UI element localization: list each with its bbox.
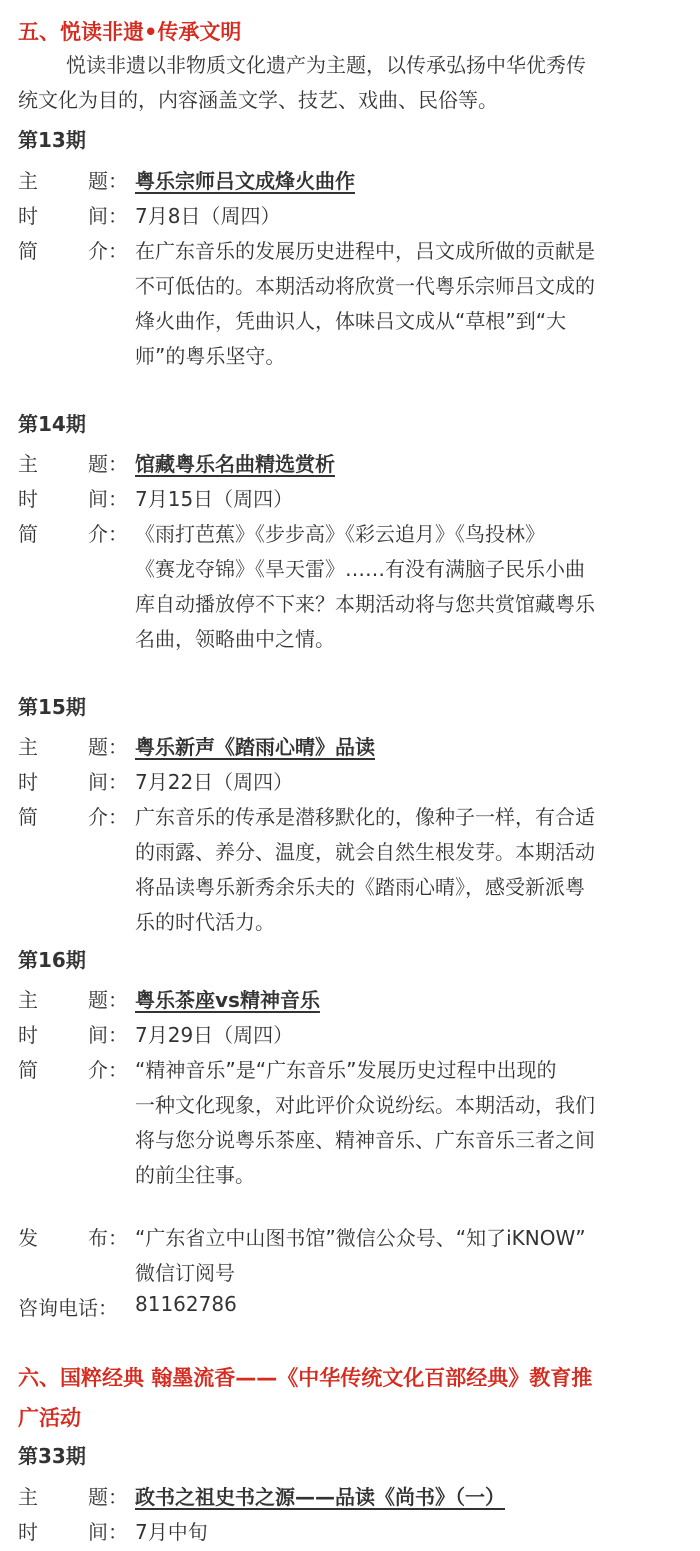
issue-14-topic: 馆藏粤乐名曲精选赏析 (135, 452, 335, 476)
issue-14-time: 7月15日（周四） (135, 487, 294, 511)
issue-15-intro-line3: 将品读粤乐新秀余乐夫的《踏雨心晴》，感受新派粤 (135, 875, 585, 899)
publish-label-a: 发 (18, 1226, 38, 1250)
issue-16-topic-label-a: 主 (18, 988, 38, 1012)
issue-15-topic: 粤乐新声《踏雨心晴》品读 (135, 735, 375, 759)
issue-15-heading: 第15期 (18, 695, 86, 719)
issue-33-time: 7月中旬 (135, 1520, 208, 1544)
issue-13-heading: 第13期 (18, 128, 86, 152)
issue-16-intro-line1: “精神音乐”是“广东音乐”发展历史过程中出现的 (135, 1058, 557, 1082)
issue-16-intro-line2: 一种文化现象，对此评价众说纷纭。本期活动，我们 (135, 1093, 595, 1117)
publish-label-b: 布： (88, 1226, 128, 1250)
issue-16-heading: 第16期 (18, 948, 86, 972)
issue-15-intro-label-b: 介： (88, 805, 128, 829)
issue-16-intro-line3: 将与您分说粤乐茶座、精神音乐、广东音乐三者之间 (135, 1128, 595, 1152)
issue-13-intro-line2: 不可低估的。本期活动将欣赏一代粤乐宗师吕文成的 (135, 274, 595, 298)
issue-15-intro-label-a: 简 (18, 805, 38, 829)
issue-16-topic: 粤乐茶座vs精神音乐 (135, 988, 320, 1012)
issue-33-topic-label-b: 题： (88, 1485, 128, 1509)
section6-title-line2: 广活动 (18, 1406, 81, 1430)
phone-number: 81162786 (135, 1292, 237, 1316)
issue-15-intro-line4: 乐的时代活力。 (135, 910, 275, 934)
issue-14-time-label-b: 间： (88, 487, 128, 511)
issue-33-heading: 第33期 (18, 1444, 86, 1468)
issue-14-topic-label-a: 主 (18, 452, 38, 476)
issue-13-intro-line1: 在广东音乐的发展历史进程中，吕文成所做的贡献是 (135, 239, 595, 263)
issue-14-intro-line1: 《雨打芭蕉》《步步高》《彩云追月》《鸟投林》 (135, 522, 545, 546)
issue-33-topic: 政书之祖史书之源——品读《尚书》（一） (135, 1485, 505, 1509)
issue-15-intro-line2: 的雨露、养分、温度，就会自然生根发芽。本期活动 (135, 840, 595, 864)
issue-13-topic-label-b: 题： (88, 169, 128, 193)
issue-16-time-label-a: 时 (18, 1023, 38, 1047)
issue-14-intro-label-a: 简 (18, 522, 38, 546)
section5-intro-line2: 统文化为目的，内容涵盖文学、技艺、戏曲、民俗等。 (18, 88, 498, 112)
issue-16-intro-label-a: 简 (18, 1058, 38, 1082)
issue-15-intro-line1: 广东音乐的传承是潜移默化的，像种子一样，有合适 (135, 805, 595, 829)
issue-15-time-label-b: 间： (88, 770, 128, 794)
section6-title-line1: 六、国粹经典 翰墨流香——《中华传统文化百部经典》教育推 (18, 1366, 593, 1390)
issue-13-intro-line4: 师”的粤乐坚守。 (135, 344, 286, 368)
issue-14-intro-line3: 库自动播放停不下来？本期活动将与您共赏馆藏粤乐 (135, 592, 595, 616)
issue-13-intro-line3: 烽火曲作，凭曲识人，体味吕文成从“草根”到“大 (135, 309, 567, 333)
issue-16-intro-line4: 的前尘往事。 (135, 1163, 255, 1187)
issue-16-time: 7月29日（周四） (135, 1023, 294, 1047)
section5-title: 五、悦读非遗•传承文明 (18, 20, 242, 44)
issue-15-time-label-a: 时 (18, 770, 38, 794)
issue-15-topic-label-a: 主 (18, 735, 38, 759)
issue-33-topic-label-a: 主 (18, 1485, 38, 1509)
issue-14-intro-line4: 名曲，领略曲中之情。 (135, 627, 335, 651)
issue-14-intro-label-b: 介： (88, 522, 128, 546)
issue-33-time-label-b: 间： (88, 1520, 128, 1544)
issue-16-time-label-b: 间： (88, 1023, 128, 1047)
issue-33-time-label-a: 时 (18, 1520, 38, 1544)
issue-14-time-label-a: 时 (18, 487, 38, 511)
issue-13-topic-label-a: 主 (18, 169, 38, 193)
issue-14-topic-label-b: 题： (88, 452, 128, 476)
issue-14-intro-line2: 《赛龙夺锦》《旱天雷》……有没有满脑子民乐小曲 (135, 557, 585, 581)
issue-13-intro-label-a: 简 (18, 239, 38, 263)
phone-label: 咨询电话： (18, 1296, 118, 1320)
section5-intro-line1: 悦读非遗以非物质文化遗产为主题，以传承弘扬中华优秀传 (66, 53, 586, 77)
issue-13-time-label-a: 时 (18, 204, 38, 228)
issue-16-intro-label-b: 介： (88, 1058, 128, 1082)
issue-13-intro-label-b: 介： (88, 239, 128, 263)
issue-15-topic-label-b: 题： (88, 735, 128, 759)
issue-13-time: 7月8日（周四） (135, 204, 281, 228)
publish-line1: “广东省立中山图书馆”微信公众号、“知了iKNOW” (135, 1226, 586, 1250)
issue-15-time: 7月22日（周四） (135, 770, 294, 794)
publish-line2: 微信订阅号 (135, 1261, 235, 1285)
issue-13-topic: 粤乐宗师吕文成烽火曲作 (135, 169, 355, 193)
issue-16-topic-label-b: 题： (88, 988, 128, 1012)
issue-14-heading: 第14期 (18, 412, 86, 436)
issue-13-time-label-b: 间： (88, 204, 128, 228)
